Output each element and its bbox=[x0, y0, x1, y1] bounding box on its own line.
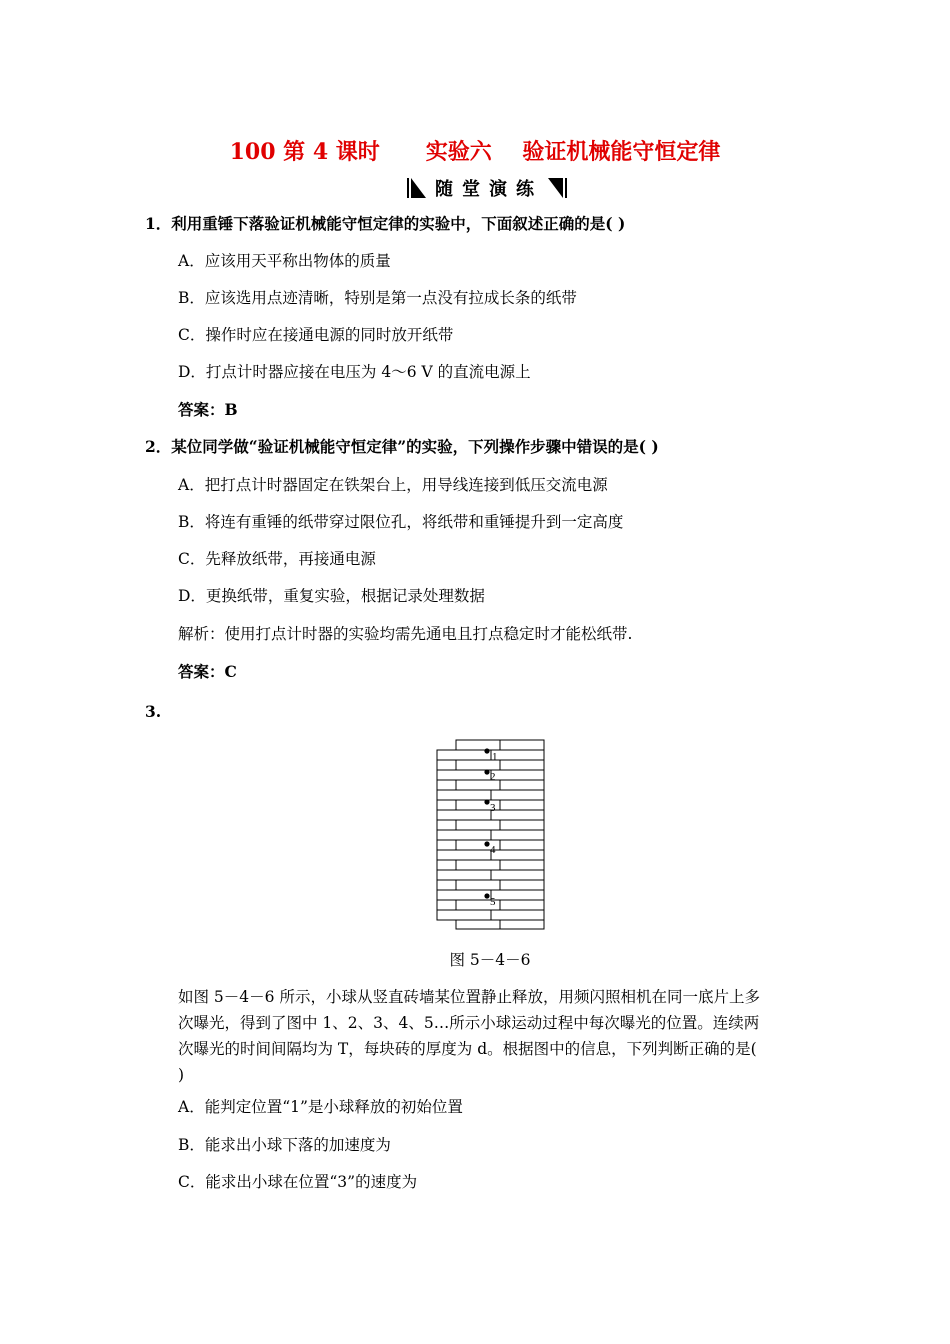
question-3-option-c: C．能求出小球在位置“3”的速度为 bbox=[178, 1173, 418, 1191]
question-3-number: 3. bbox=[145, 702, 162, 721]
question-1-option-c: C．操作时应在接通电源的同时放开纸带 bbox=[178, 326, 454, 344]
figure-caption: 图 5－4－6 bbox=[449, 951, 531, 969]
ball-position-1 bbox=[484, 748, 489, 753]
question-1-option-d: D．打点计时器应接在电压为 4～6 V 的直流电源上 bbox=[178, 363, 531, 381]
question-3-stem-line-3: 次曝光的时间间隔均为 T，每块砖的厚度为 d。根据图中的信息，下列判断正确的是( bbox=[178, 1040, 757, 1058]
left-triangle-icon bbox=[407, 176, 427, 200]
position-label-2: 2 bbox=[490, 771, 496, 783]
question-3-option-b: B．能求出小球下落的加速度为 bbox=[178, 1136, 391, 1154]
ball-position-3 bbox=[484, 799, 489, 804]
question-3-stem-line-1: 如图 5－4－6 所示，小球从竖直砖墙某位置静止释放，用频闪照相机在同一底片上多 bbox=[178, 988, 760, 1006]
question-2-option-c: C．先释放纸带，再接通电源 bbox=[178, 550, 376, 568]
question-1-answer: 答案：B bbox=[178, 400, 238, 419]
question-2-analysis: 解析：使用打点计时器的实验均需先通电且打点稳定时才能松纸带. bbox=[178, 625, 633, 643]
brick-wall-figure bbox=[436, 738, 548, 930]
question-1-stem: 1．利用重锤下落验证机械能守恒定律的实验中，下面叙述正确的是( ) bbox=[145, 214, 626, 233]
question-2-stem: 2．某位同学做“验证机械能守恒定律”的实验，下列操作步骤中错误的是( ) bbox=[145, 437, 659, 456]
section-badge-label: 随堂演练 bbox=[435, 179, 543, 200]
question-3-stem-line-2: 次曝光，得到了图中 1、2、3、4、5…所示小球运动过程中每次曝光的位置。连续两 bbox=[178, 1014, 760, 1032]
question-3-stem-line-4: ) bbox=[178, 1066, 185, 1084]
question-3-option-a: A．能判定位置“1”是小球释放的初始位置 bbox=[178, 1098, 463, 1116]
position-label-1: 1 bbox=[492, 751, 498, 763]
right-triangle-icon bbox=[547, 176, 567, 200]
question-2-option-b: B．将连有重锤的纸带穿过限位孔，将纸带和重锤提升到一定高度 bbox=[178, 513, 624, 531]
position-label-5: 5 bbox=[490, 896, 496, 908]
page-title: 100 第 4 课时 实验六 验证机械能守恒定律 bbox=[229, 139, 721, 165]
position-label-4: 4 bbox=[490, 844, 496, 856]
question-2-option-d: D．更换纸带，重复实验，根据记录处理数据 bbox=[178, 587, 485, 605]
question-1-option-b: B．应该选用点迹清晰，特别是第一点没有拉成长条的纸带 bbox=[178, 289, 577, 307]
ball-position-5 bbox=[484, 893, 489, 898]
question-2-option-a: A．把打点计时器固定在铁架台上，用导线连接到低压交流电源 bbox=[178, 476, 608, 494]
question-2-answer: 答案：C bbox=[178, 662, 237, 681]
position-label-3: 3 bbox=[490, 802, 496, 814]
section-badge bbox=[407, 174, 567, 202]
question-3-stem bbox=[178, 984, 808, 1088]
ball-position-4 bbox=[484, 841, 489, 846]
ball-position-2 bbox=[484, 769, 489, 774]
question-1-option-a: A．应该用天平称出物体的质量 bbox=[178, 252, 391, 270]
